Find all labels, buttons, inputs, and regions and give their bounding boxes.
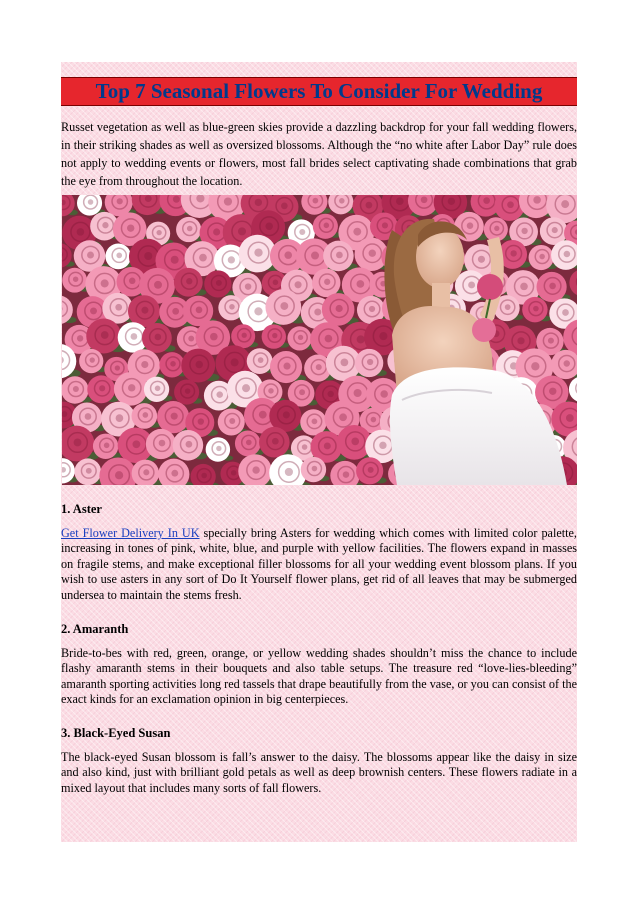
flower-delivery-link[interactable]: Get Flower Delivery In UK: [61, 526, 200, 540]
document-page: [61, 62, 577, 842]
section-body-amaranth: Bride-to-bes with red, green, orange, or yellow wedding shades shouldn’t miss the chance to include flashy amaranth stems in their bouquets and also table setups. The treasure red “love-lies-bleeding” amaranth sporting activities long red tassels that drape beautifully from the vase, or you can consist of the exact kinds for an exclamation opinion in big centerpieces.: [61, 646, 577, 707]
section-body-aster: [61, 526, 577, 603]
section-body-aster-text: specially bring Asters for wedding which comes with limited color palette, increasing in tones of pink, white, blue, and purple with yellow facilities. The flowers expand in masses on fragile stems, and make exceptional filler blossoms for all your wedding event blossom plans. If you wish to use asters in any sort of Do It Yourself flower plans, get rid of all leaves that may be submerged undersea to maintain the stems fresh.: [61, 526, 577, 602]
intro-paragraph: Russet vegetation as well as blue-green skies provide a dazzling backdrop for your fall wedding flowers, in their striking shades as well as oversized blossoms. Although the “no white after Labor Day” rule does not apply to wedding events or flowers, most fall brides select captivating shade combinations that grab the eye from throughout the location.: [61, 120, 577, 188]
bride-with-roses-photo: [62, 195, 577, 485]
section-body-black-eyed-susan: The black-eyed Susan blossom is fall’s answer to the daisy. The blossoms appear like the daisy in size and also kind, just with brilliant gold petals as well as deep brownish centers. These flowers radiate in a mixed layout that includes many sorts of fall flowers.: [61, 750, 577, 795]
section-heading-black-eyed-susan: 3. Black-Eyed Susan: [61, 726, 171, 740]
section-heading-aster: 1. Aster: [61, 502, 102, 516]
section-heading-amaranth: 2. Amaranth: [61, 622, 129, 636]
page-title: Top 7 Seasonal Flowers To Consider For Wedding: [61, 77, 577, 106]
